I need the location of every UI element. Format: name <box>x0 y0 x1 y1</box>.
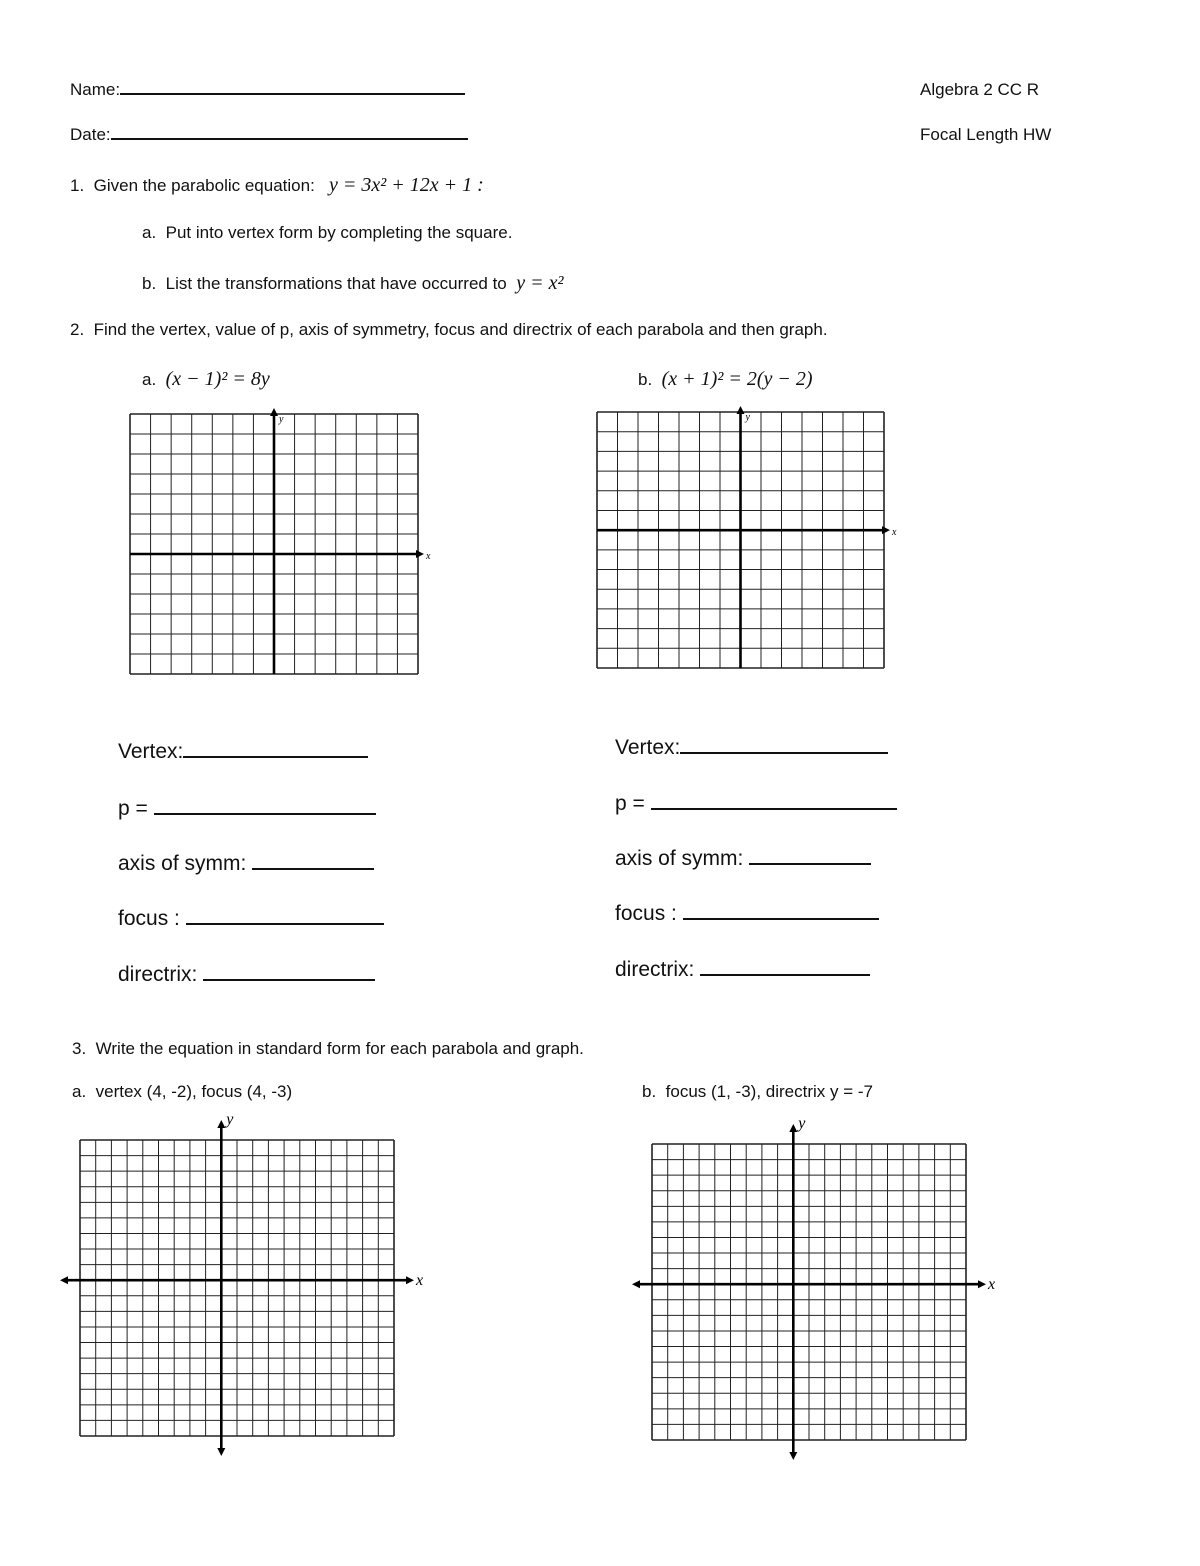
q3-number: 3. <box>72 1039 87 1058</box>
q2b-directrix-field[interactable] <box>700 974 870 976</box>
y-axis-label: y <box>745 412 750 423</box>
q2a-p-row <box>118 797 376 821</box>
x-axis-label: x <box>426 551 431 562</box>
q3-prompt <box>72 1039 584 1059</box>
q3a <box>72 1082 292 1102</box>
q2b-axis-label: axis of symm: <box>615 847 744 870</box>
grid-lines <box>652 1144 966 1440</box>
name-field[interactable] <box>120 93 465 95</box>
q3b-text: focus (1, -3), directrix y = -7 <box>665 1082 874 1101</box>
x-axis-arrow-left <box>60 1276 68 1284</box>
x-axis-arrow-left <box>632 1280 640 1288</box>
q3a-text: vertex (4, -2), focus (4, -3) <box>95 1082 293 1101</box>
q1a-text: Put into vertex form by completing the square. <box>165 223 513 242</box>
x-axis-arrow <box>416 550 424 558</box>
q3b-graph-grid[interactable] <box>634 1115 996 1458</box>
q1b <box>142 272 563 295</box>
q2b-axis-field[interactable] <box>749 863 871 865</box>
q1-text: Given the parabolic equation: <box>93 176 315 195</box>
q3a-graph-grid[interactable] <box>62 1111 424 1454</box>
q1a <box>142 223 512 243</box>
q2a-p-label: p = <box>118 797 148 820</box>
q2-prompt <box>70 320 828 340</box>
date-label: Date: <box>70 125 111 144</box>
q1b-letter: b. <box>142 274 157 293</box>
q3-text: Write the equation in standard form for each parabola and graph. <box>95 1039 584 1058</box>
x-axis-label: x <box>892 527 897 539</box>
q1-equation: y = 3x² + 12x + 1 : <box>328 174 484 196</box>
y-axis-arrow <box>789 1124 797 1132</box>
q2-text: Find the vertex, value of p, axis of symmetry, focus and directrix of each parabola and then graph. <box>93 320 828 339</box>
q3b-letter: b. <box>642 1082 657 1101</box>
q2a-focus-label: focus : <box>118 907 180 930</box>
x-axis-arrow <box>978 1280 986 1288</box>
q2b-graph-grid[interactable] <box>597 408 897 672</box>
grid-lines <box>80 1140 394 1436</box>
y-axis-arrow <box>737 406 745 414</box>
name-label: Name: <box>70 80 121 99</box>
q2b-p-label: p = <box>615 792 645 815</box>
axes <box>60 1111 423 1456</box>
q2b-directrix-label: directrix: <box>615 958 695 981</box>
q2b-focus-label: focus : <box>615 902 677 925</box>
y-axis-label: y <box>279 414 284 425</box>
q2a-equation: (x − 1)² = 8y <box>165 368 270 390</box>
q2a-p-field[interactable] <box>154 813 376 815</box>
q2a-vertex-label: Vertex: <box>118 740 184 763</box>
q3b <box>642 1082 873 1102</box>
q2a-focus-field[interactable] <box>186 923 384 925</box>
q2a-axis-field[interactable] <box>252 868 374 870</box>
q1b-text: List the transformations that have occurred to <box>165 274 507 293</box>
name-row <box>70 80 465 100</box>
q2a-letter: a. <box>142 370 157 389</box>
q2b-equation: (x + 1)² = 2(y − 2) <box>661 368 813 390</box>
q2a-vertex-field[interactable] <box>183 756 368 758</box>
q2b-vertex-label: Vertex: <box>615 736 681 759</box>
x-axis-label: x <box>988 1276 996 1294</box>
y-axis-arrow-down <box>217 1448 225 1456</box>
q2a <box>142 368 270 391</box>
q2b-vertex-row <box>615 736 888 760</box>
q2b-focus-field[interactable] <box>683 918 879 920</box>
q2a-axis-label: axis of symm: <box>118 852 247 875</box>
y-axis-arrow-down <box>789 1452 797 1460</box>
y-axis-arrow <box>217 1120 225 1128</box>
x-axis-label: x <box>416 1272 424 1290</box>
q2b-letter: b. <box>638 370 653 389</box>
q3a-letter: a. <box>72 1082 87 1101</box>
y-axis-label: y <box>798 1115 806 1132</box>
x-axis-arrow <box>882 526 890 534</box>
q1a-letter: a. <box>142 223 157 242</box>
axes <box>632 1115 995 1460</box>
q2a-directrix-label: directrix: <box>118 963 198 986</box>
q2a-focus-row <box>118 907 384 931</box>
q1-number: 1. <box>70 176 85 195</box>
q2-number: 2. <box>70 320 85 339</box>
assignment-title: Focal Length HW <box>920 125 1052 144</box>
q2b-focus-row <box>615 902 879 926</box>
q2a-directrix-row <box>118 963 375 987</box>
y-axis-label: y <box>226 1111 234 1128</box>
q2b-axis-row <box>615 847 871 871</box>
q2a-directrix-field[interactable] <box>203 979 375 981</box>
q2b-vertex-field[interactable] <box>680 752 888 754</box>
q2b-p-row <box>615 792 897 816</box>
q2b-p-field[interactable] <box>651 808 897 810</box>
q2b-directrix-row <box>615 958 870 982</box>
q2a-axis-row <box>118 852 374 876</box>
y-axis-arrow <box>270 408 278 416</box>
q2b <box>638 368 813 391</box>
date-field[interactable] <box>111 138 468 140</box>
course-title: Algebra 2 CC R <box>920 80 1040 99</box>
q1b-equation: y = x² <box>516 272 564 294</box>
date-row <box>70 125 468 145</box>
x-axis-arrow <box>406 1276 414 1284</box>
q2a-graph-grid[interactable] <box>130 410 431 678</box>
q1-prompt <box>70 174 484 197</box>
q2a-vertex-row <box>118 740 368 764</box>
